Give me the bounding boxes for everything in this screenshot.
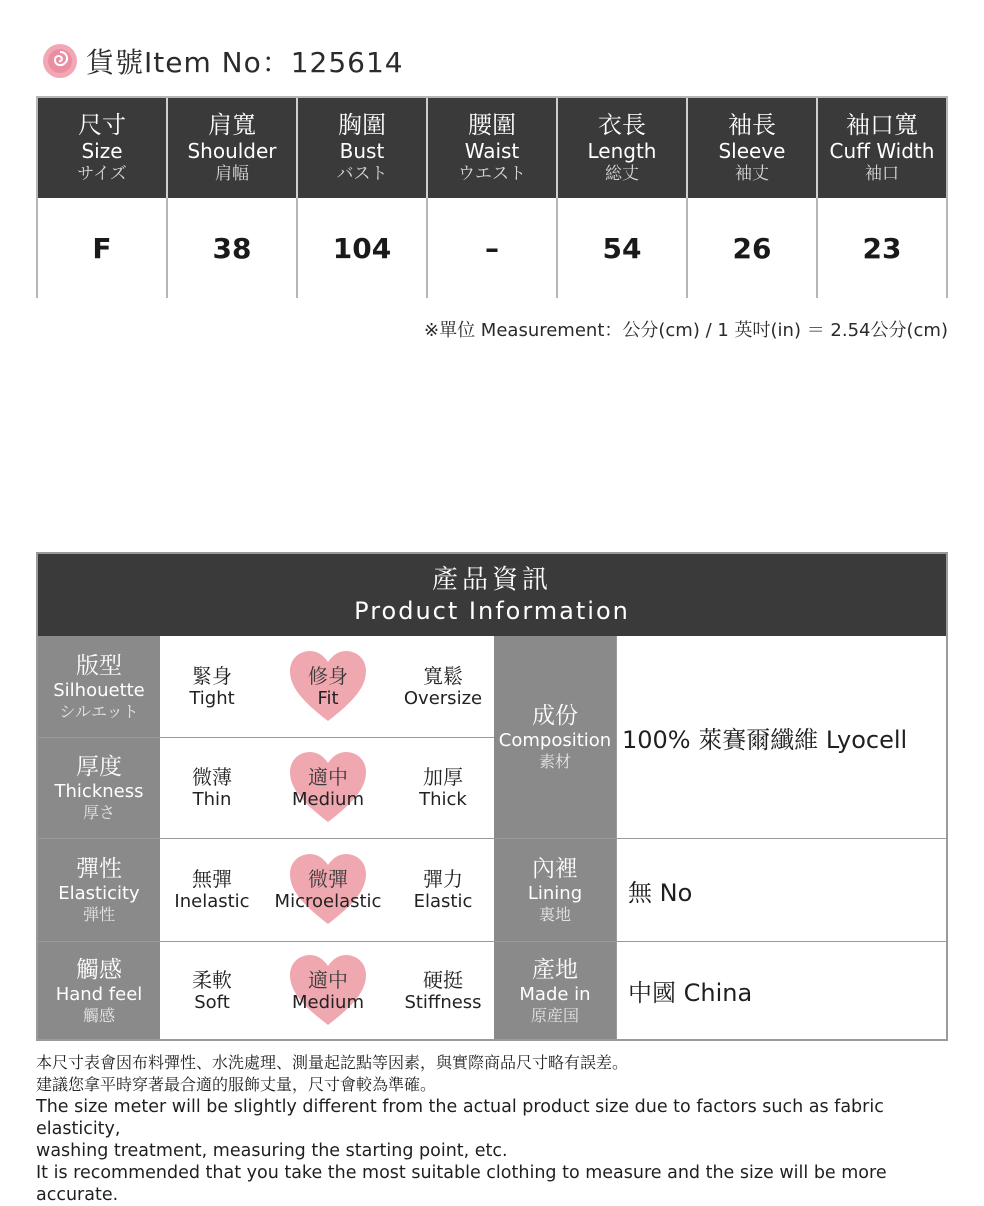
measurement-note: ※單位 Measurement：公分(cm) / 1 英吋(in) ＝ 2.54公分(cm) [424, 320, 948, 341]
label-en: Silhouette [53, 679, 145, 701]
option-zh: 適中 [307, 765, 348, 789]
col-label-jp: サイズ [77, 164, 127, 184]
waist-value: – [485, 231, 499, 265]
col-label-zh: 袖口寬 [846, 111, 918, 139]
option-en: Oversize [403, 687, 483, 709]
disclaimer-en-line: It is recommended that you take the most suitable clothing to measure and the size will be more accurate. [36, 1163, 887, 1205]
label-zh: 產地 [532, 956, 578, 983]
option-zh: 適中 [307, 967, 348, 992]
label-jp: シルエット [59, 701, 139, 721]
label-jp: 裏地 [538, 905, 571, 924]
col-label-jp: 肩幅 [215, 164, 249, 184]
disclaimer-zh-line: 本尺寸表會因布料彈性、水洗處理、測量起訖點等因素，與實際商品尺寸略有誤差。 [36, 1053, 629, 1072]
option-zh: 硬挺 [423, 967, 463, 992]
option-zh: 微薄 [192, 765, 232, 789]
col-label-zh: 肩寬 [208, 111, 256, 139]
col-label-jp: 袖口 [865, 164, 899, 184]
col-label-jp: 総丈 [605, 164, 639, 184]
option-en: Microelastic [274, 891, 382, 912]
option-en: Tight [189, 687, 235, 709]
table-cell [558, 198, 688, 298]
size-table-row [38, 198, 946, 298]
col-label-jp: ウエスト [458, 164, 526, 184]
col-label-en: Sleeve [718, 139, 786, 163]
option-en: Inelastic [174, 891, 250, 912]
option-zh: 柔軟 [192, 967, 232, 992]
option-en: Stiffness [404, 991, 482, 1013]
table-cell [818, 198, 946, 298]
option-en: Elastic [413, 891, 473, 912]
label-zh: 成份 [532, 703, 578, 729]
lining-label [494, 839, 616, 941]
col-shoulder [168, 98, 298, 198]
col-waist [428, 98, 558, 198]
option-zh: 修身 [308, 663, 348, 688]
table-cell [168, 198, 298, 298]
shoulder-value: 38 [212, 231, 252, 265]
label-en: Hand feel [55, 983, 143, 1005]
divider [38, 838, 946, 839]
col-label-en: Length [587, 139, 657, 163]
option-en: Thin [192, 789, 232, 810]
product-information-panel [36, 552, 948, 1041]
divider [38, 737, 494, 738]
col-label-en: Waist [464, 139, 520, 163]
col-label-en: Cuff Width [829, 139, 935, 163]
option-zh: 無彈 [192, 867, 232, 891]
made-in-label [494, 942, 616, 1039]
disclaimer-en-line: The size meter will be slightly different from the actual product size due to factors such as fabric elasticity, [36, 1097, 884, 1139]
label-zh: 觸感 [76, 956, 122, 983]
col-label-zh: 袖長 [728, 111, 776, 139]
composition-value: 100% 萊賽爾纖維 Lyocell [622, 725, 908, 754]
option-en: Thick [419, 789, 467, 810]
label-jp: 弾性 [82, 905, 115, 924]
label-jp: 厚さ [82, 803, 115, 822]
col-label-zh: 腰圍 [468, 111, 516, 139]
size-value: F [92, 231, 112, 265]
col-label-zh: 尺寸 [78, 111, 126, 139]
label-en: Thickness [54, 781, 144, 802]
option-en: Fit [317, 687, 339, 709]
col-label-en: Size [81, 139, 123, 163]
disclaimer-en-line: washing treatment, measuring the starting point, etc. [36, 1141, 508, 1161]
size-disclaimer [36, 1052, 956, 1206]
product-info-title-en: Product Information [354, 597, 630, 625]
divider [38, 941, 946, 942]
lining-row [38, 839, 946, 941]
made-in-value: 中國 China [628, 979, 753, 1007]
label-jp: 觸感 [82, 1005, 115, 1025]
length-value: 54 [602, 231, 642, 265]
table-cell [428, 198, 558, 298]
option-en: Soft [194, 991, 230, 1013]
option-zh: 緊身 [192, 663, 232, 688]
label-en: Elasticity [58, 883, 140, 904]
label-zh: 厚度 [76, 754, 122, 780]
label-en: Composition [498, 730, 612, 751]
col-cuff-width [818, 98, 946, 198]
col-size [38, 98, 168, 198]
rose-icon [42, 43, 78, 79]
col-label-zh: 衣長 [598, 111, 646, 139]
item-number-title: 貨號Item No：125614 [86, 46, 404, 79]
bust-value: 104 [332, 231, 392, 265]
lining-value: 無 No [628, 878, 693, 907]
divider [616, 636, 617, 1039]
option-zh: 微彈 [307, 867, 348, 891]
col-label-en: Bust [339, 139, 385, 163]
table-cell [38, 198, 168, 298]
table-cell [298, 198, 428, 298]
sleeve-value: 26 [732, 231, 772, 265]
product-info-title-zh: 產品資訊 [431, 565, 552, 595]
label-jp: 原産国 [530, 1005, 579, 1025]
size-table-header [38, 98, 946, 198]
made-in-row [38, 942, 946, 1039]
label-en: Made in [519, 983, 591, 1005]
cuff-width-value: 23 [862, 231, 902, 265]
size-table [36, 96, 948, 298]
col-length [558, 98, 688, 198]
option-zh: 彈力 [423, 867, 463, 891]
item-header [42, 42, 404, 80]
label-zh: 彈性 [76, 856, 122, 882]
label-zh: 版型 [76, 652, 122, 679]
col-label-jp: 袖丈 [735, 164, 769, 184]
option-zh: 加厚 [423, 765, 463, 789]
col-label-en: Shoulder [187, 139, 277, 163]
col-bust [298, 98, 428, 198]
label-jp: 素材 [538, 752, 571, 771]
table-cell [688, 198, 818, 298]
option-en: Medium [292, 991, 364, 1013]
option-en: Medium [292, 789, 364, 810]
col-sleeve [688, 98, 818, 198]
label-en: Lining [527, 883, 583, 904]
disclaimer-zh-line: 建議您拿平時穿著最合適的服飾丈量，尺寸會較為準確。 [36, 1075, 437, 1094]
label-zh: 內裡 [532, 856, 578, 882]
col-label-zh: 胸圍 [338, 111, 386, 139]
option-zh: 寬鬆 [423, 663, 463, 688]
col-label-jp: バスト [336, 164, 388, 184]
composition-label [494, 636, 616, 838]
product-information-header [38, 554, 946, 636]
